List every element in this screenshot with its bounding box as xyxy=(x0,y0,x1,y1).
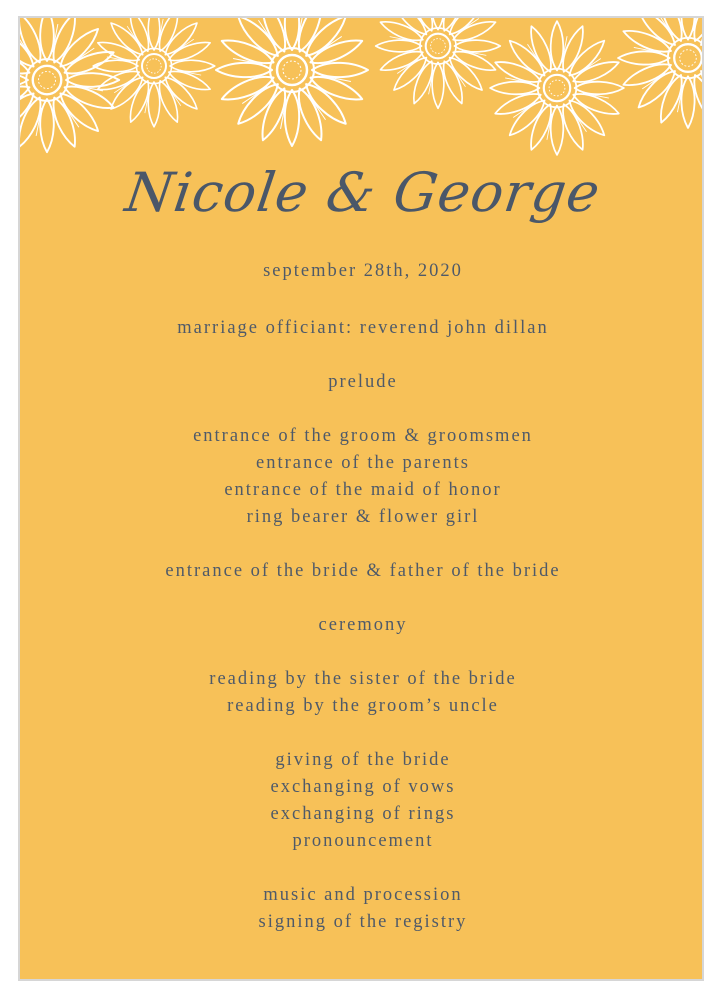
couple-names-title: Nicole & George xyxy=(121,161,605,224)
sunflower-icon xyxy=(18,16,119,152)
program-item: exchanging of rings xyxy=(270,804,456,824)
sunflower-icon xyxy=(618,16,704,128)
sunflower-icon xyxy=(216,16,368,146)
program-item: signing of the registry xyxy=(258,912,468,932)
program-item: reading by the groom’s uncle xyxy=(227,696,499,716)
program-item: entrance of the maid of honor xyxy=(224,480,502,500)
program-item: giving of the bride xyxy=(275,750,451,770)
program-item: exchanging of vows xyxy=(270,777,456,797)
program-item: pronouncement xyxy=(292,831,434,851)
program-item: music and procession xyxy=(263,885,463,905)
sunflower-border xyxy=(18,16,704,172)
program-item: entrance of the parents xyxy=(256,453,470,473)
program-item: entrance of the bride & father of the bride xyxy=(165,561,561,581)
program-item: ring bearer & flower girl xyxy=(246,507,480,527)
sunflower-icon xyxy=(376,16,501,108)
sunflower-icon xyxy=(93,16,215,127)
program-item: reading by the sister of the bride xyxy=(209,669,517,689)
program-card xyxy=(18,16,704,981)
wedding-date: september 28th, 2020 xyxy=(263,261,463,281)
officiant-line: marriage officiant: reverend john dillan xyxy=(177,318,549,338)
program-item: ceremony xyxy=(318,615,408,635)
program-item: entrance of the groom & groomsmen xyxy=(193,426,533,446)
program-item: prelude xyxy=(328,372,398,392)
sunflower-icon xyxy=(490,21,624,155)
